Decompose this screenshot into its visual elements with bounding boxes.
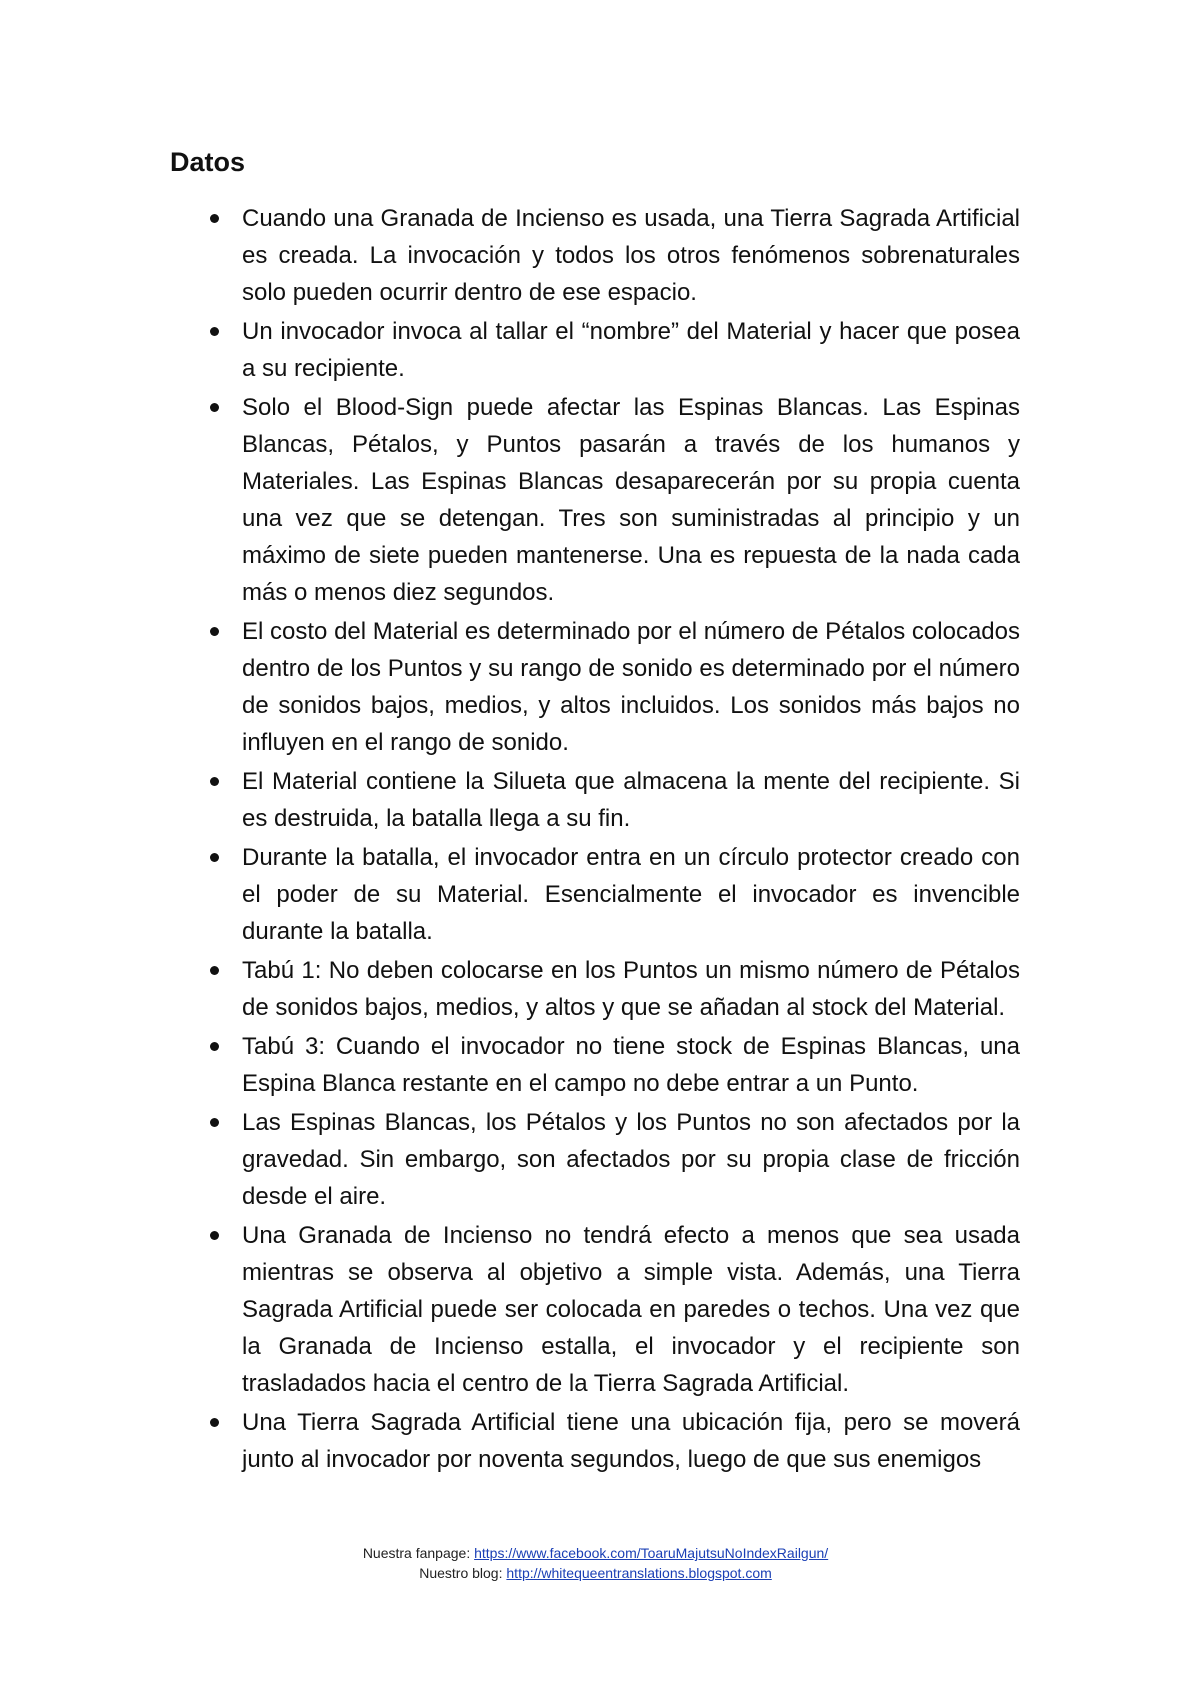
bullet-icon bbox=[210, 214, 219, 223]
list-item-text: Las Espinas Blancas, los Pétalos y los Puntos no son afectados por la gravedad. Sin embargo, son afectados por su propia clase de fricción desde el aire. bbox=[242, 1109, 1020, 1210]
blog-link[interactable]: http://whitequeentranslations.blogspot.com bbox=[506, 1565, 772, 1581]
list-item bbox=[170, 313, 1020, 387]
list-item-text: Cuando una Granada de Incienso es usada, una Tierra Sagrada Artificial es creada. La invocación y todos los otros fenómenos sobrenaturales solo pueden ocurrir dentro de ese espacio. bbox=[242, 205, 1020, 306]
list-item bbox=[170, 1217, 1020, 1402]
bullet-icon bbox=[210, 327, 219, 336]
list-item bbox=[170, 1404, 1020, 1478]
bullet-icon bbox=[210, 403, 219, 412]
list-item bbox=[170, 389, 1020, 611]
bullet-icon bbox=[210, 1042, 219, 1051]
list-item-text: Tabú 1: No deben colocarse en los Puntos un mismo número de Pétalos de sonidos bajos, medios, y altos y que se añadan al stock del Material. bbox=[242, 957, 1020, 1021]
list-item-text: Tabú 3: Cuando el invocador no tiene stock de Espinas Blancas, una Espina Blanca restante en el campo no debe entrar a un Punto. bbox=[242, 1033, 1020, 1097]
list-item bbox=[170, 1104, 1020, 1215]
footer-fanpage-label: Nuestra fanpage: bbox=[362, 1545, 475, 1561]
list-item-text: El Material contiene la Silueta que almacena la mente del recipiente. Si es destruida, la batalla llega a su fin. bbox=[242, 768, 1020, 832]
list-item-text: Durante la batalla, el invocador entra en un círculo protector creado con el poder de su Material. Esencialmente el invocador es invencible durante la batalla. bbox=[242, 844, 1020, 945]
list-item bbox=[170, 613, 1020, 761]
bullet-list bbox=[170, 200, 1020, 1480]
list-item-text: Una Granada de Incienso no tendrá efecto a menos que sea usada mientras se observa al objetivo a simple vista. Además, una Tierra Sagrada Artificial puede ser colocada en paredes o techos. Una vez que la Granada de Incienso estalla, el invocador y el recipiente son trasladados hacia el centro de la Tierra Sagrada Artificial. bbox=[242, 1222, 1020, 1397]
bullet-icon bbox=[210, 1418, 219, 1427]
bullet-icon bbox=[210, 1118, 219, 1127]
bullet-icon bbox=[210, 627, 219, 636]
list-item-text: El costo del Material es determinado por el número de Pétalos colocados dentro de los Puntos y su rango de sonido es determinado por el número de sonidos bajos, medios, y altos incluidos. Los sonidos más bajos no influyen en el rango de sonido. bbox=[242, 618, 1020, 756]
bullet-icon bbox=[210, 966, 219, 975]
list-item bbox=[170, 952, 1020, 1026]
list-item-text: Una Tierra Sagrada Artificial tiene una ubicación fija, pero se moverá junto al invocador por noventa segundos, luego de que sus enemigos bbox=[242, 1409, 1020, 1473]
footer-blog-label: Nuestro blog: bbox=[419, 1565, 507, 1581]
list-item bbox=[170, 763, 1020, 837]
list-item bbox=[170, 1028, 1020, 1102]
list-item bbox=[170, 200, 1020, 311]
bullet-icon bbox=[210, 853, 219, 862]
footer-blog-line bbox=[0, 1563, 1191, 1583]
section-heading: Datos bbox=[170, 147, 246, 177]
page-footer bbox=[0, 1543, 1191, 1583]
list-item-text: Solo el Blood-Sign puede afectar las Espinas Blancas. Las Espinas Blancas, Pétalos, y Puntos pasarán a través de los humanos y Materiales. Las Espinas Blancas desaparecerán por su propia cuenta una vez que se detengan. Tres son suministradas al principio y un máximo de siete pueden mantenerse. Una es repuesta de la nada cada más o menos diez segundos. bbox=[242, 394, 1020, 606]
bullet-icon bbox=[210, 777, 219, 786]
fanpage-link[interactable]: https://www.facebook.com/ToaruMajutsuNoIndexRailgun/ bbox=[474, 1545, 829, 1561]
bullet-icon bbox=[210, 1231, 219, 1240]
footer-fanpage-line bbox=[0, 1543, 1191, 1563]
list-item bbox=[170, 839, 1020, 950]
list-item-text: Un invocador invoca al tallar el “nombre” del Material y hacer que posea a su recipiente. bbox=[242, 318, 1020, 382]
